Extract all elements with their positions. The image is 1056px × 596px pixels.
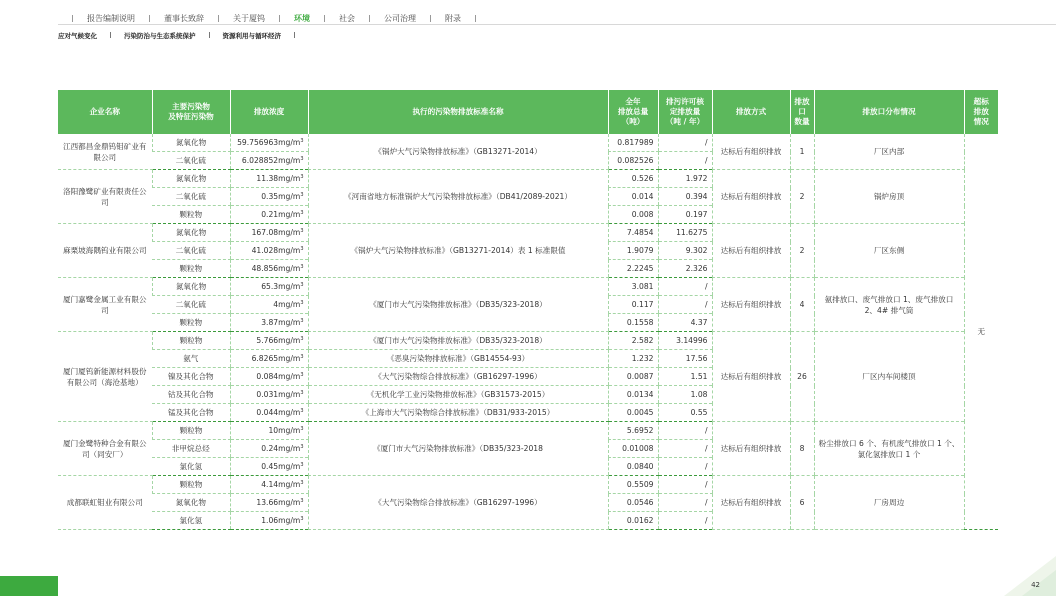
permit-amount: 0.55 [658,404,712,422]
pollutant-name: 二氧化硫 [152,152,230,170]
unit-superscript: 3 [300,318,304,324]
annual-total: 7.4854 [608,224,658,242]
table-row [58,332,998,350]
subnav-separator [110,32,111,38]
permit-amount: 1.51 [658,368,712,386]
outlet-count: 6 [790,476,814,530]
emission-standard: 《大气污染物综合排放标准》（GB16297-1996） [308,476,608,530]
permit-amount: 17.56 [658,350,712,368]
emission-standard: 《锅炉大气污染物排放标准》（GB13271-2014）表 1 标准限值 [308,224,608,278]
outlet-count: 2 [790,224,814,278]
subnav-item[interactable]: 污染防治与生态系统保护 [124,31,196,40]
pollutant-name: 锰及其化合物 [152,404,230,422]
outlet-location: 氨排放口、废气排放口 1、废气排放口 2、4# 排气筒 [814,278,964,332]
pollutant-name: 二氧化硫 [152,296,230,314]
column-header: 执行的污染物排放标准名称 [308,90,608,134]
company-name: 厦门嘉鹭金属工业有限公司 [58,278,152,332]
nav-item[interactable]: 附录 [445,13,461,23]
unit-superscript: 3 [300,444,304,450]
pollutant-name: 氨气 [152,350,230,368]
unit-superscript: 3 [300,138,304,144]
discharge-mode: 达标后有组织排放 [712,170,790,224]
pollutant-name: 氮氧化物 [152,494,230,512]
sub-navigation [58,29,308,41]
concentration: $6.028852mg/m^3$ [230,152,308,170]
permit-amount: / [658,152,712,170]
pollutant-name: 钴及其化合物 [152,386,230,404]
nav-separator [149,15,150,22]
annual-total: 0.0162 [608,512,658,530]
permit-amount: / [658,296,712,314]
nav-separator [324,15,325,22]
discharge-mode: 达标后有组织排放 [712,278,790,332]
company-name: 成都联虹钼业有限公司 [58,476,152,530]
annual-total: 0.117 [608,296,658,314]
nav-separator [72,15,73,22]
annual-total: 2.2245 [608,260,658,278]
annual-total: 0.0045 [608,404,658,422]
concentration: $5.766mg/m^3$ [230,332,308,350]
table-row [58,278,998,296]
permit-amount: / [658,422,712,440]
pollutant-name: 颗粒物 [152,260,230,278]
unit-superscript: 3 [300,462,304,468]
nav-separator [279,15,280,22]
permit-amount: 11.6275 [658,224,712,242]
pollutant-name: 非甲烷总烃 [152,440,230,458]
column-header: 排放口 数量 [790,90,814,134]
concentration: $167.08mg/m^3$ [230,224,308,242]
page-number: 42 [1031,581,1040,589]
annual-total: 0.0134 [608,386,658,404]
table-row [58,422,998,440]
column-header: 全年 排放总量 （吨） [608,90,658,134]
emission-standard: 《锅炉大气污染物排放标准》（GB13271-2014） [308,134,608,170]
permit-amount: / [658,494,712,512]
subnav-item[interactable]: 资源利用与循环经济 [222,31,281,40]
unit-superscript: 3 [300,390,304,396]
pollutant-name: 氮氧化物 [152,278,230,296]
exceed-status: 无 [964,134,998,530]
corner-decoration [996,556,1056,596]
unit-superscript: 3 [300,174,304,180]
permit-amount: 3.14996 [658,332,712,350]
permit-amount: 0.197 [658,206,712,224]
pollutant-name: 二氧化硫 [152,242,230,260]
concentration: $59.756963mg/m^3$ [230,134,308,152]
concentration: $4.14mg/m^3$ [230,476,308,494]
nav-item[interactable]: 董事长致辞 [164,13,204,23]
company-name: 厦门金鹭特种合金有限公司（同安厂） [58,422,152,476]
unit-superscript: 3 [300,210,304,216]
outlet-count: 8 [790,422,814,476]
concentration: $11.38mg/m^3$ [230,170,308,188]
unit-superscript: 3 [300,354,304,360]
nav-separator [475,15,476,22]
nav-item[interactable]: 报告编制说明 [87,13,135,23]
outlet-count: 1 [790,134,814,170]
concentration: $6.8265mg/m^3$ [230,350,308,368]
outlet-location: 厂区内部 [814,134,964,170]
annual-total: 0.5509 [608,476,658,494]
concentration: $4mg/m^3$ [230,296,308,314]
annual-total: 0.014 [608,188,658,206]
annual-total: 1.232 [608,350,658,368]
pollutant-name: 颗粒物 [152,206,230,224]
pollutant-name: 颗粒物 [152,332,230,350]
nav-separator [430,15,431,22]
unit-superscript: 3 [300,246,304,252]
concentration: $65.3mg/m^3$ [230,278,308,296]
annual-total: 0.01008 [608,440,658,458]
unit-superscript: 3 [300,426,304,432]
annual-total: 0.0087 [608,368,658,386]
footer-green-block [0,576,58,596]
outlet-location: 锅炉房顶 [814,170,964,224]
concentration: $41.028mg/m^3$ [230,242,308,260]
concentration: $0.044mg/m^3$ [230,404,308,422]
subnav-item[interactable]: 应对气候变化 [58,31,97,40]
emission-standard: 《大气污染物综合排放标准》（GB16297-1996） [308,368,608,386]
company-name: 麻栗坡海隅钨业有限公司 [58,224,152,278]
nav-item[interactable]: 公司治理 [384,13,416,23]
nav-separator [218,15,219,22]
outlet-count: 2 [790,170,814,224]
column-header: 排放方式 [712,90,790,134]
annual-total: 0.0840 [608,458,658,476]
concentration: $1.06mg/m^3$ [230,512,308,530]
column-header: 主要污染物 及特征污染物 [152,90,230,134]
annual-total: 0.008 [608,206,658,224]
pollutant-name: 氮氧化物 [152,170,230,188]
permit-amount: 1.972 [658,170,712,188]
unit-superscript: 3 [300,300,304,306]
annual-total: 0.1558 [608,314,658,332]
emission-standard: 《无机化学工业污染物排放标准》（GB31573-2015） [308,386,608,404]
unit-superscript: 3 [300,192,304,198]
column-header: 超标 排放 情况 [964,90,998,134]
emission-standard: 《上海市大气污染物综合排放标准》（DB31/933-2015） [308,404,608,422]
outlet-count: 26 [790,332,814,422]
emission-standard: 《厦门市大气污染物排放标准》（DB35/323-2018） [308,278,608,332]
concentration: $13.66mg/m^3$ [230,494,308,512]
pollutant-name: 氯化氢 [152,458,230,476]
unit-superscript: 3 [300,480,304,486]
permit-amount: / [658,440,712,458]
outlet-count: 4 [790,278,814,332]
discharge-mode: 达标后有组织排放 [712,134,790,170]
nav-item[interactable]: 环境 [294,13,310,23]
nav-divider [58,24,1056,25]
concentration: $0.35mg/m^3$ [230,188,308,206]
discharge-mode: 达标后有组织排放 [712,476,790,530]
permit-amount: 2.326 [658,260,712,278]
unit-superscript: 3 [300,408,304,414]
outlet-location: 厂房周边 [814,476,964,530]
company-name: 厦门厦钨新能源材料股份有限公司（海沧基地） [58,332,152,422]
emission-standard: 《厦门市大气污染物排放标准》（DB35/323-2018 [308,422,608,476]
nav-item[interactable]: 社会 [339,13,355,23]
concentration: $3.87mg/m^3$ [230,314,308,332]
annual-total: 5.6952 [608,422,658,440]
column-header: 排放浓度 [230,90,308,134]
column-header: 企业名称 [58,90,152,134]
annual-total: 1.9079 [608,242,658,260]
company-name: 洛阳豫鹭矿业有限责任公司 [58,170,152,224]
outlet-location: 粉尘排放口 6 个、有机废气排放口 1 个、氯化氢排放口 1 个 [814,422,964,476]
column-header: 排污许可核 定排放量 （吨 / 年） [658,90,712,134]
subnav-separator [294,32,295,38]
permit-amount: / [658,476,712,494]
table-row [58,134,998,152]
pollutant-name: 颗粒物 [152,314,230,332]
annual-total: 3.081 [608,278,658,296]
pollutant-name: 氮氧化物 [152,134,230,152]
concentration: $0.21mg/m^3$ [230,206,308,224]
concentration: $48.856mg/m^3$ [230,260,308,278]
table-row [58,476,998,494]
pollutant-name: 颗粒物 [152,476,230,494]
emission-standard: 《厦门市大气污染物排放标准》（DB35/323-2018） [308,332,608,350]
unit-superscript: 3 [300,156,304,162]
pollutant-name: 氯化氢 [152,512,230,530]
unit-superscript: 3 [300,498,304,504]
permit-amount: / [658,278,712,296]
outlet-location: 厂区内车间楼顶 [814,332,964,422]
annual-total: 0.082526 [608,152,658,170]
permit-amount: 1.08 [658,386,712,404]
discharge-mode: 达标后有组织排放 [712,332,790,422]
unit-superscript: 3 [300,516,304,522]
annual-total: 0.0546 [608,494,658,512]
concentration: $0.031mg/m^3$ [230,386,308,404]
permit-amount: / [658,134,712,152]
emissions-table [58,90,998,530]
nav-separator [369,15,370,22]
column-header: 排放口分布情况 [814,90,964,134]
annual-total: 2.582 [608,332,658,350]
concentration: $0.084mg/m^3$ [230,368,308,386]
table-header-row [58,90,998,134]
concentration: $10mg/m^3$ [230,422,308,440]
discharge-mode: 达标后有组织排放 [712,224,790,278]
concentration: $0.45mg/m^3$ [230,458,308,476]
subnav-separator [209,32,210,38]
company-name: 江西都昌金鼎钨钼矿业有限公司 [58,134,152,170]
discharge-mode: 达标后有组织排放 [712,422,790,476]
nav-item[interactable]: 关于厦钨 [233,13,265,23]
concentration: $0.24mg/m^3$ [230,440,308,458]
pollutant-name: 二氧化硫 [152,188,230,206]
outlet-location: 厂区东侧 [814,224,964,278]
unit-superscript: 3 [300,282,304,288]
permit-amount: 0.394 [658,188,712,206]
unit-superscript: 3 [300,228,304,234]
annual-total: 0.817989 [608,134,658,152]
permit-amount: / [658,458,712,476]
unit-superscript: 3 [300,264,304,270]
permit-amount: / [658,512,712,530]
emission-standard: 《河南省地方标准锅炉大气污染物排放标准》（DB41/2089-2021） [308,170,608,224]
pollutant-name: 氮氧化物 [152,224,230,242]
table-row [58,224,998,242]
permit-amount: 9.302 [658,242,712,260]
pollutant-name: 颗粒物 [152,422,230,440]
permit-amount: 4.37 [658,314,712,332]
unit-superscript: 3 [300,336,304,342]
table-row [58,170,998,188]
emission-standard: 《恶臭污染物排放标准》（GB14554-93） [308,350,608,368]
pollutant-name: 镍及其化合物 [152,368,230,386]
unit-superscript: 3 [300,372,304,378]
annual-total: 0.526 [608,170,658,188]
